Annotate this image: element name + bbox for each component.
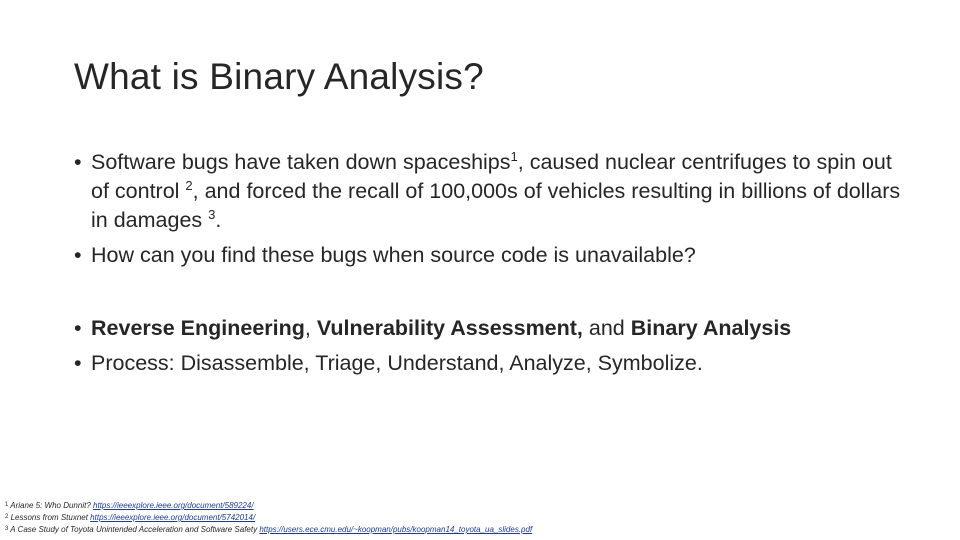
bullet-text: , and forced the recall of 100,000s of vehicles resulting in billions of dollars in damages xyxy=(91,179,901,232)
bullet-software-bugs xyxy=(74,148,904,235)
bullet-marker: • xyxy=(74,150,82,174)
footnote-ref: 1 xyxy=(510,149,518,164)
footnote-text: A Case Study of Toyota Unintended Acceleration and Software Safety xyxy=(10,525,260,534)
footnote-number: 3 xyxy=(5,526,9,532)
bullet-marker: • xyxy=(74,316,82,340)
bold-term: Reverse Engineering xyxy=(91,316,305,340)
footnote-ref: 2 xyxy=(185,178,193,193)
footnote-1 xyxy=(5,500,532,512)
bullet-list xyxy=(74,148,904,378)
bullet-marker: • xyxy=(74,351,82,375)
footnote-link[interactable]: https://ieeexplore.ieee.org/document/5742014/ xyxy=(90,513,256,522)
bullet-text: Software bugs have taken down spaceships xyxy=(91,150,511,174)
bold-term: Binary Analysis xyxy=(630,316,792,340)
bold-term: Vulnerability Assessment, xyxy=(316,316,583,340)
footnote-2 xyxy=(5,512,532,524)
footnote-ref: 3 xyxy=(208,207,216,222)
bullet-marker: • xyxy=(74,243,82,267)
slide-title: What is Binary Analysis? xyxy=(74,56,484,97)
footnote-number: 2 xyxy=(5,514,9,520)
footnote-3 xyxy=(5,524,532,536)
footnote-link[interactable]: https://ieeexplore.ieee.org/document/589224/ xyxy=(93,501,254,510)
bullet-text: , xyxy=(304,316,317,340)
bullet-text: How can you find these bugs when source code is unavailable? xyxy=(91,243,696,267)
footnote-text: Ariane 5: Who Dunnit? xyxy=(10,501,93,510)
bullet-process xyxy=(74,349,904,378)
footnote-link[interactable]: https://users.ece.cmu.edu/~koopman/pubs/koopman14_toyota_ua_slides.pdf xyxy=(259,525,533,534)
bullet-text: . xyxy=(215,208,222,232)
bullet-text: Process: Disassemble, Triage, Understand, Analyze, Symbolize. xyxy=(91,351,703,375)
bullet-text: and xyxy=(582,316,631,340)
footnote-text: Lessons from Stuxnet xyxy=(10,513,91,522)
bullet-find-bugs xyxy=(74,241,904,270)
footnotes xyxy=(5,500,532,536)
footnote-number: 1 xyxy=(5,502,9,508)
bullet-disciplines xyxy=(74,314,904,343)
bullet-text: , caused nuclear centrifuges to spin out of control xyxy=(91,150,892,203)
